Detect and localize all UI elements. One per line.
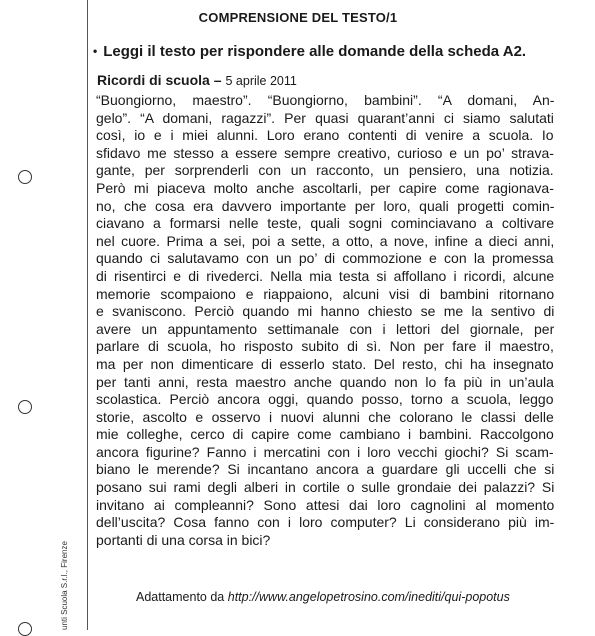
story-line: di risentirci e di rivederci. Nella mia testa si affollano i ricordi, alcune — [96, 267, 555, 284]
story-line: “Buongiorno, maestro”. “Buongiorno, bambini”. “A domani, An- — [96, 92, 555, 108]
story-line: gante, per sorprenderli con un racconto, un pensiero, una notizia. — [96, 162, 554, 179]
copyright-side-note: unti Scuola S.r.l., Firenze — [60, 541, 69, 630]
story-line: memorie scompaiono e riappaiono, alcuni visi di bambini ritornano — [96, 285, 555, 302]
binder-hole-icon — [18, 170, 32, 184]
story-line: posano sui rami degli alberi in cortile o sulle grondaie dei palazzi? Si — [96, 479, 555, 496]
story-body — [96, 92, 556, 549]
instruction — [93, 43, 526, 60]
story-line: no, che cosa era davvero importante per loro, quali progetti comin- — [96, 197, 555, 214]
source-url: http://www.angelopetrosino.com/inediti/qui-popotus — [227, 590, 510, 604]
story-line: Però mi piaceva molto anche ascoltarli, per capire come ragionava- — [96, 179, 554, 196]
story-line: mie colleghe, cerco di capire come cambiano i bambini. Raccolgono — [96, 426, 554, 443]
binder-hole-icon — [18, 622, 32, 636]
story-line: per tanti anni, resta maestro anche quando non lo fa più in un’aula — [96, 373, 554, 390]
story-line: avere un appuntamento settimanale con i lettori del giornale, per — [96, 320, 555, 337]
margin-rule — [87, 0, 88, 630]
story-line: sfidavo me stesso a essere sempre creativo, curioso e un po’ strava- — [96, 144, 554, 161]
story-date: 5 aprile 2011 — [225, 74, 297, 88]
story-line: invitano ai compleanni? Sono attesi dai loro cagnolini al momento — [96, 496, 555, 513]
story-line: dell’uscita? Cosa fanno con i loro computer? Li considerano più im- — [96, 514, 555, 531]
story-line: ma per non dimenticare di esserlo stato. Del resto, chi ha insegnato — [96, 355, 554, 372]
story-line: quando ci salutavamo con un po’ di commozione e con la promessa — [96, 250, 554, 267]
story-line: biano le merende? Si incantano ancora a guardare gli uccelli che si — [96, 461, 555, 478]
binder-hole-icon — [18, 400, 32, 414]
story-line: ciavano a formarsi nelle teste, quali sogni cominciavano a coltivare — [96, 215, 554, 232]
story-line: scolastica. Perciò ancora oggi, quando posso, torno a scuola, leggo — [96, 391, 554, 408]
story-line: ancora figurine? Fanno i mercatini con i loro vecchi giochi? Si scam- — [96, 443, 554, 460]
story-line: portanti di una corsa in bici? — [96, 531, 271, 548]
story-line: gelo”. “A domani, ragazzi”. Per quasi quarant’anni ci siamo salutati — [96, 109, 554, 126]
story-line: storie, ascolto e osservo i nuovi alunni che colorano le classi delle — [96, 408, 554, 425]
story-title: Ricordi di scuola – — [97, 72, 222, 88]
source-credit — [136, 590, 510, 604]
bullet-icon: • — [93, 44, 98, 58]
story-heading — [97, 72, 297, 88]
story-line: nel cuore. Prima a sei, poi a sette, a otto, a nove, infine a dieci anni, — [96, 232, 555, 249]
story-line: parlare di scuola, ho risposto subito di sì. Non per fare il maestro, — [96, 338, 554, 355]
source-prefix: Adattamento da — [136, 590, 225, 604]
instruction-text: Leggi il testo per rispondere alle domande della scheda A2. — [103, 43, 527, 60]
page-title: COMPRENSIONE DEL TESTO/1 — [198, 10, 398, 25]
story-line: e svaniscono. Perciò quando mi hanno chiesto se me la sentivo di — [96, 303, 555, 320]
story-line: così, io e i miei alunni. Loro erano contenti di venire a scuola. Io — [96, 127, 554, 144]
